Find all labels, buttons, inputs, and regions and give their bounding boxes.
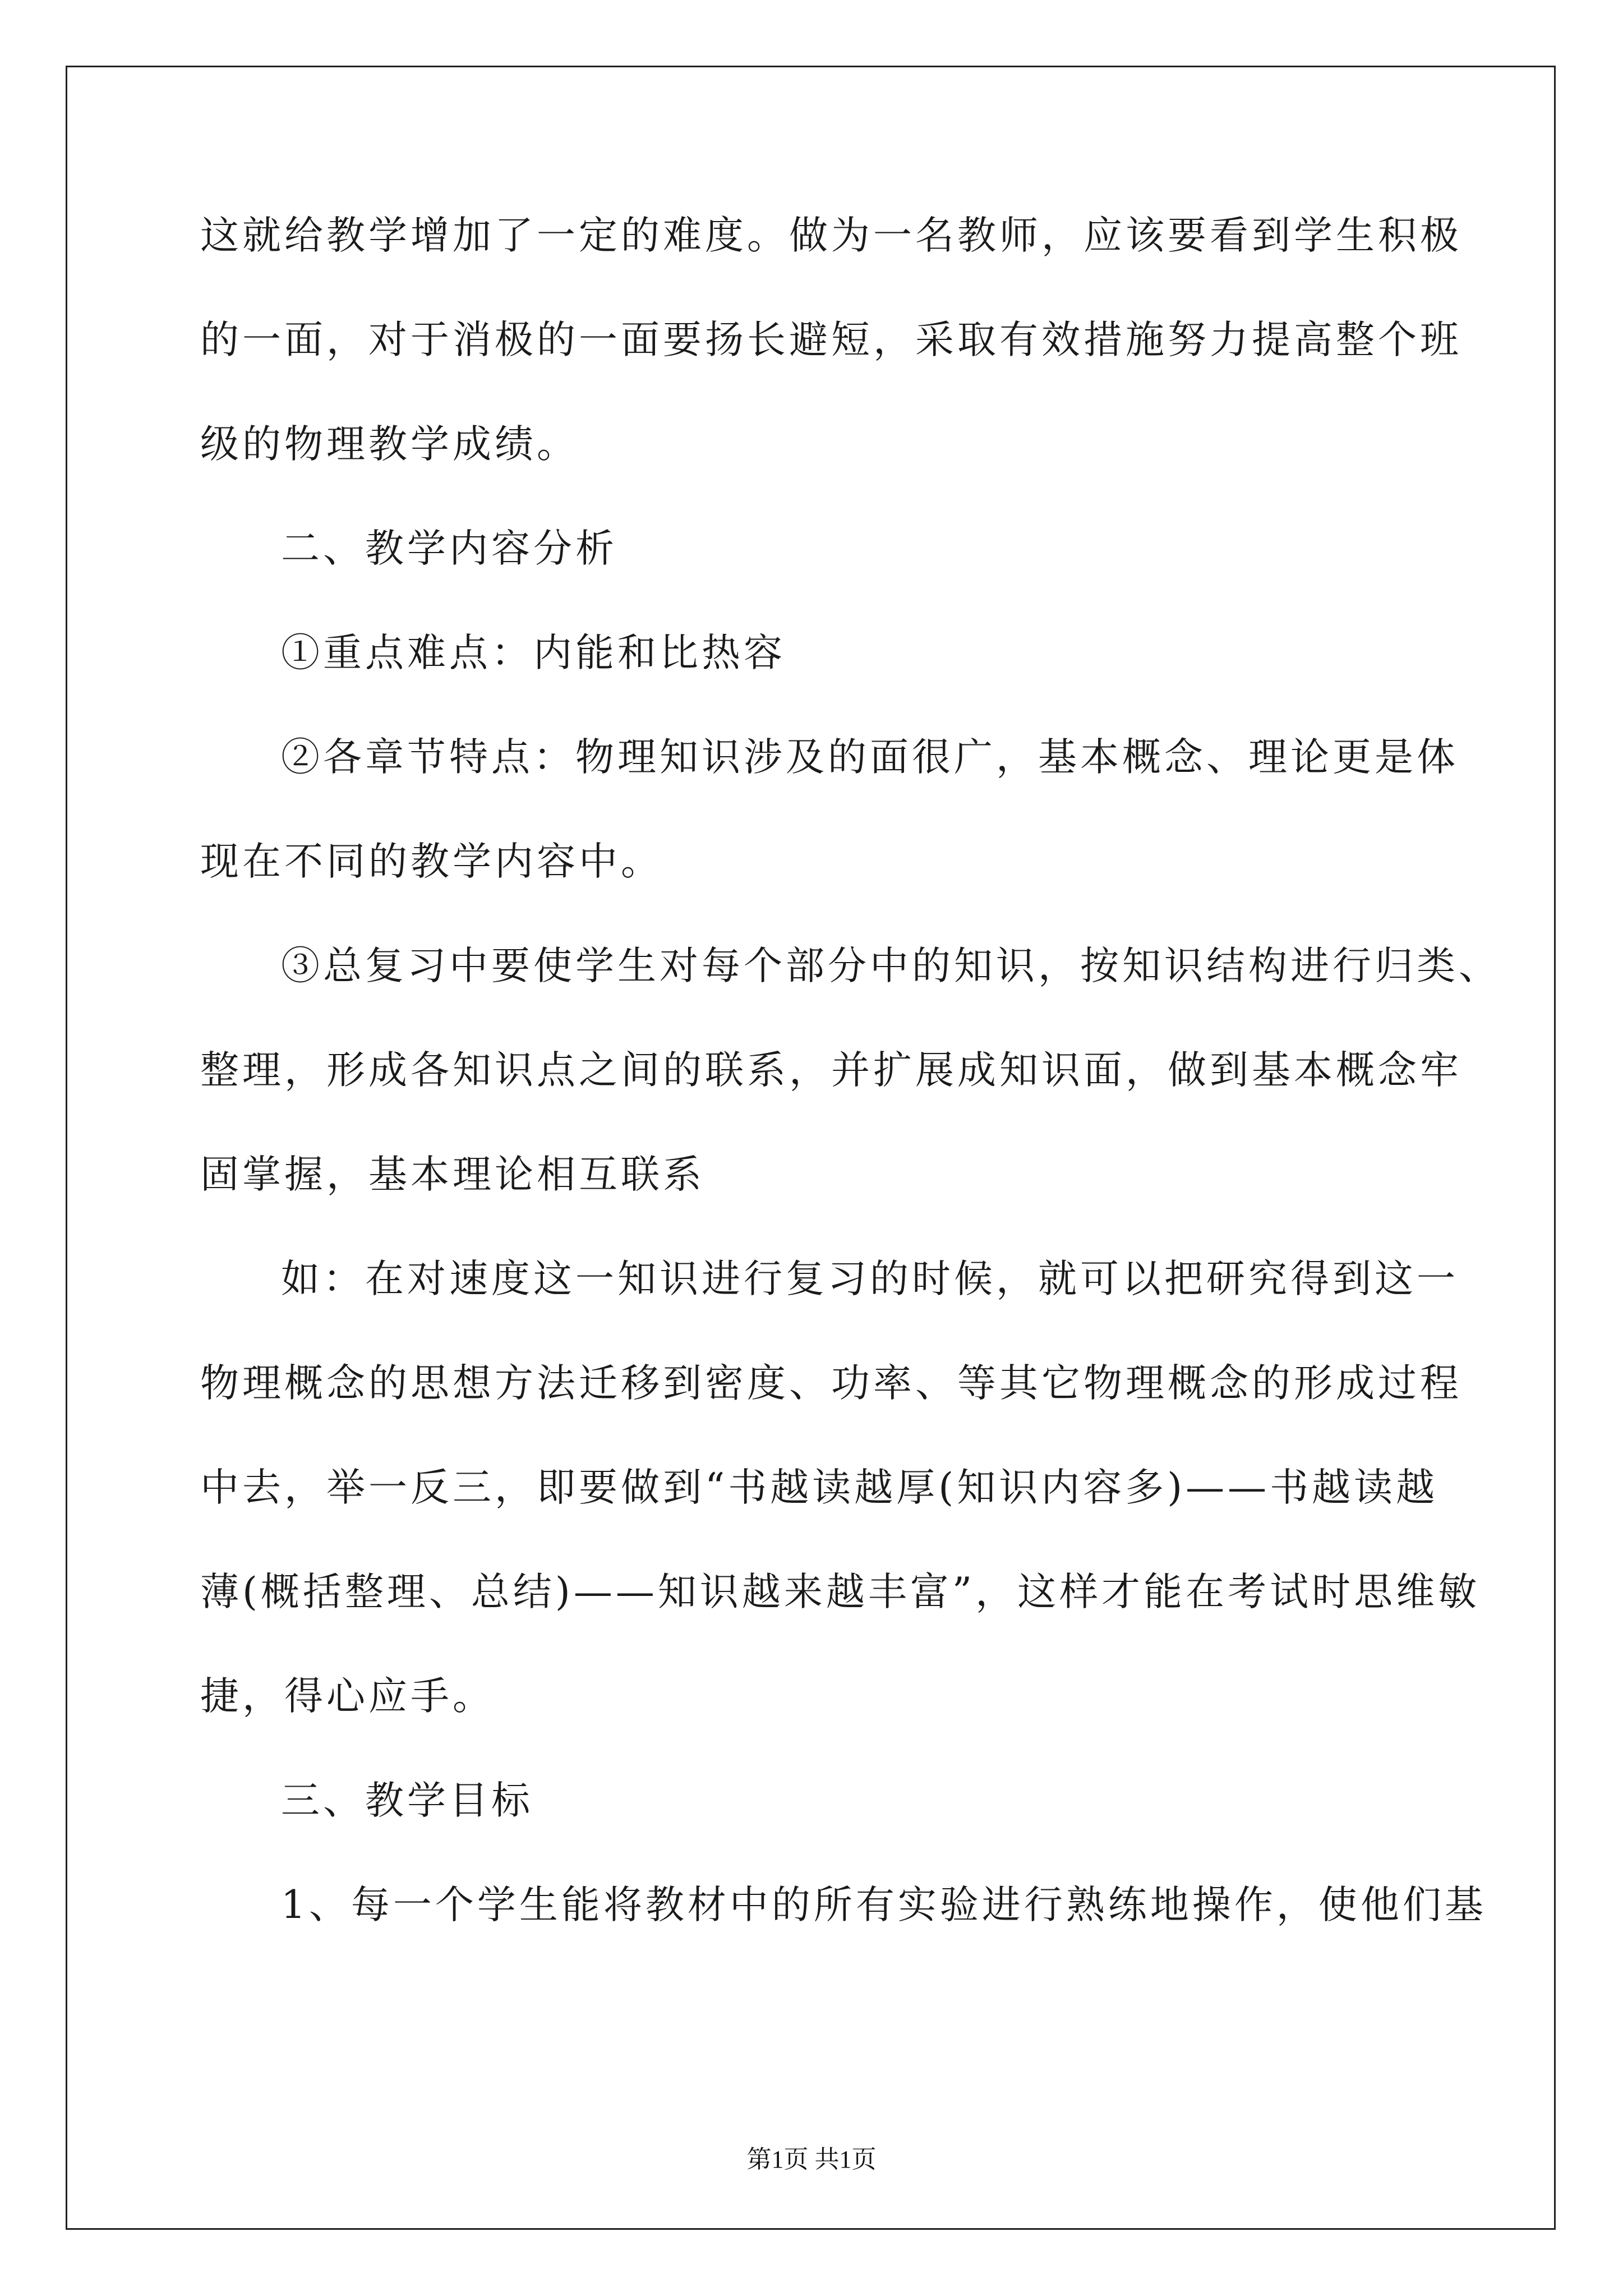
paragraph-line: 中去，举一反三，即要做到“书越读越厚(知识内容多)——书越读越 [200, 1465, 1438, 1510]
paragraph-line: 级的物理教学成绩。 [200, 422, 579, 467]
paragraph-line: 1、每一个学生能将教材中的所有实验进行熟练地操作，使他们基 [281, 1883, 1487, 1927]
paragraph-line: ①重点难点：内能和比热容 [281, 631, 786, 675]
paragraph-line: 捷，得心应手。 [200, 1674, 495, 1719]
paragraph-line: 如：在对速度这一知识进行复习的时候，就可以把研究得到这一 [281, 1257, 1459, 1301]
paragraph-line: 现在不同的教学内容中。 [200, 839, 663, 884]
paragraph-line: 固掌握，基本理论相互联系 [200, 1152, 705, 1197]
paragraph-line: ③总复习中要使学生对每个部分中的知识，按知识结构进行归类、 [281, 944, 1501, 988]
section-heading: 三、教学目标 [281, 1778, 533, 1823]
paragraph-line: 这就给教学增加了一定的难度。做为一名教师，应该要看到学生积极 [200, 213, 1462, 258]
paragraph-line: 薄(概括整理、总结)——知识越来越丰富”，这样才能在考试时思维敏 [200, 1570, 1481, 1614]
section-heading: 二、教学内容分析 [281, 526, 617, 571]
paragraph-line: ②各章节特点：物理知识涉及的面很广，基本概念、理论更是体 [281, 735, 1459, 780]
paragraph-line: 整理，形成各知识点之间的联系，并扩展成知识面，做到基本概念牢 [200, 1048, 1462, 1093]
paragraph-line: 的一面，对于消极的一面要扬长避短，采取有效措施努力提高整个班 [200, 318, 1462, 362]
paragraph-line: 物理概念的思想方法迁移到密度、功率、等其它物理概念的形成过程 [200, 1361, 1462, 1406]
page-footer: 第1页 共1页 [746, 2146, 877, 2173]
